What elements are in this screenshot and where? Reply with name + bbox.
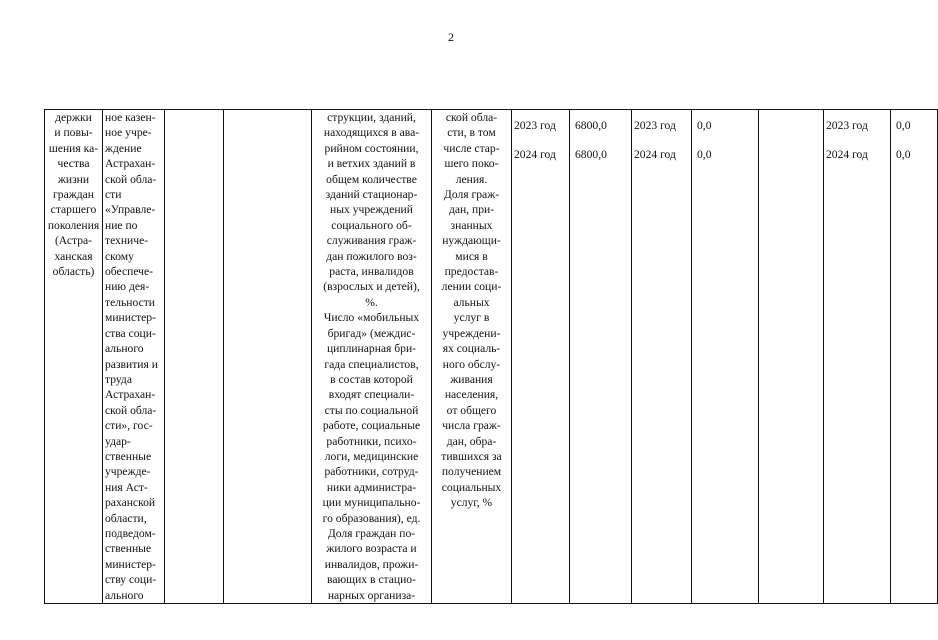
amount-values: 6800,0 6800,0 [575, 119, 607, 161]
program-table [44, 109, 938, 604]
table-cell-col11 [759, 110, 824, 604]
table-cell-col4 [224, 110, 312, 604]
table-cell-col8 [570, 110, 632, 604]
amount-values: 0,0 0,0 [896, 119, 911, 161]
table-row [45, 110, 938, 604]
table-cell-col6 [432, 110, 512, 604]
table-cell-col10 [692, 110, 759, 604]
year-values: 2023 год 2024 год [634, 119, 676, 161]
table-cell-col9 [632, 110, 692, 604]
table-cell-col1 [45, 110, 103, 604]
table-cell-col7 [512, 110, 570, 604]
table-cell-col2 [103, 110, 165, 604]
table-cell-col12 [824, 110, 891, 604]
executor-text: ное казен- ное учре- ждение Астрахан- ской обла- сти «Управле- ние по техниче- скому обеспече- нию дея- тельности министер- ства соци- ального развития и труда Астрахан- ской обла- сти», гос- удар- ственные учрежде- ния Аст- раханской области, подведом- ственные министер- ству соци- ального [105, 111, 158, 602]
program-name-text: держки и повы- шения ка- чества жизни граждан старшего поколения (Астра- ханская область) [47, 111, 100, 279]
page-number: 2 [448, 30, 454, 44]
table-cell-col3 [165, 110, 224, 604]
indicator-text: струкции, зданий, находящихся в ава- рийном состоянии, и ветхих зданий в общем количестве зданий стационар- ных учреждений социального об- служивания граж- дан пожилого воз- раста, инвалидов (взрослых и детей), %. Число «мобильных бригад» (междис- циплинарная бри- гада специалистов, в состав которой входят специали- сты по социальной работе, социальные работники, психо- логи, медицинские работники, сотруд- ники администра- ции муниципально- го образования), ед. Доля граждан по- жилого возраста и инвалидов, прожи- вающих в стацио- нарных организа- [322, 111, 421, 602]
table-cell-col13 [891, 110, 938, 604]
amount-values: 0,0 0,0 [697, 119, 712, 161]
year-values: 2023 год 2024 год [514, 119, 556, 161]
table-cell-col5 [312, 110, 432, 604]
year-values: 2023 год 2024 год [826, 119, 868, 161]
indicator-share-text: ской обла- сти, в том числе стар- шего поко- ления. Доля граж- дан, при- знанных нуждающи- мися в предостав- лении соци- альных услуг в учреждени- ях социаль- ного обслу- живания населения, от общего числа граж- дан, обра- тившихся за получением социальных услуг, % [441, 111, 502, 510]
